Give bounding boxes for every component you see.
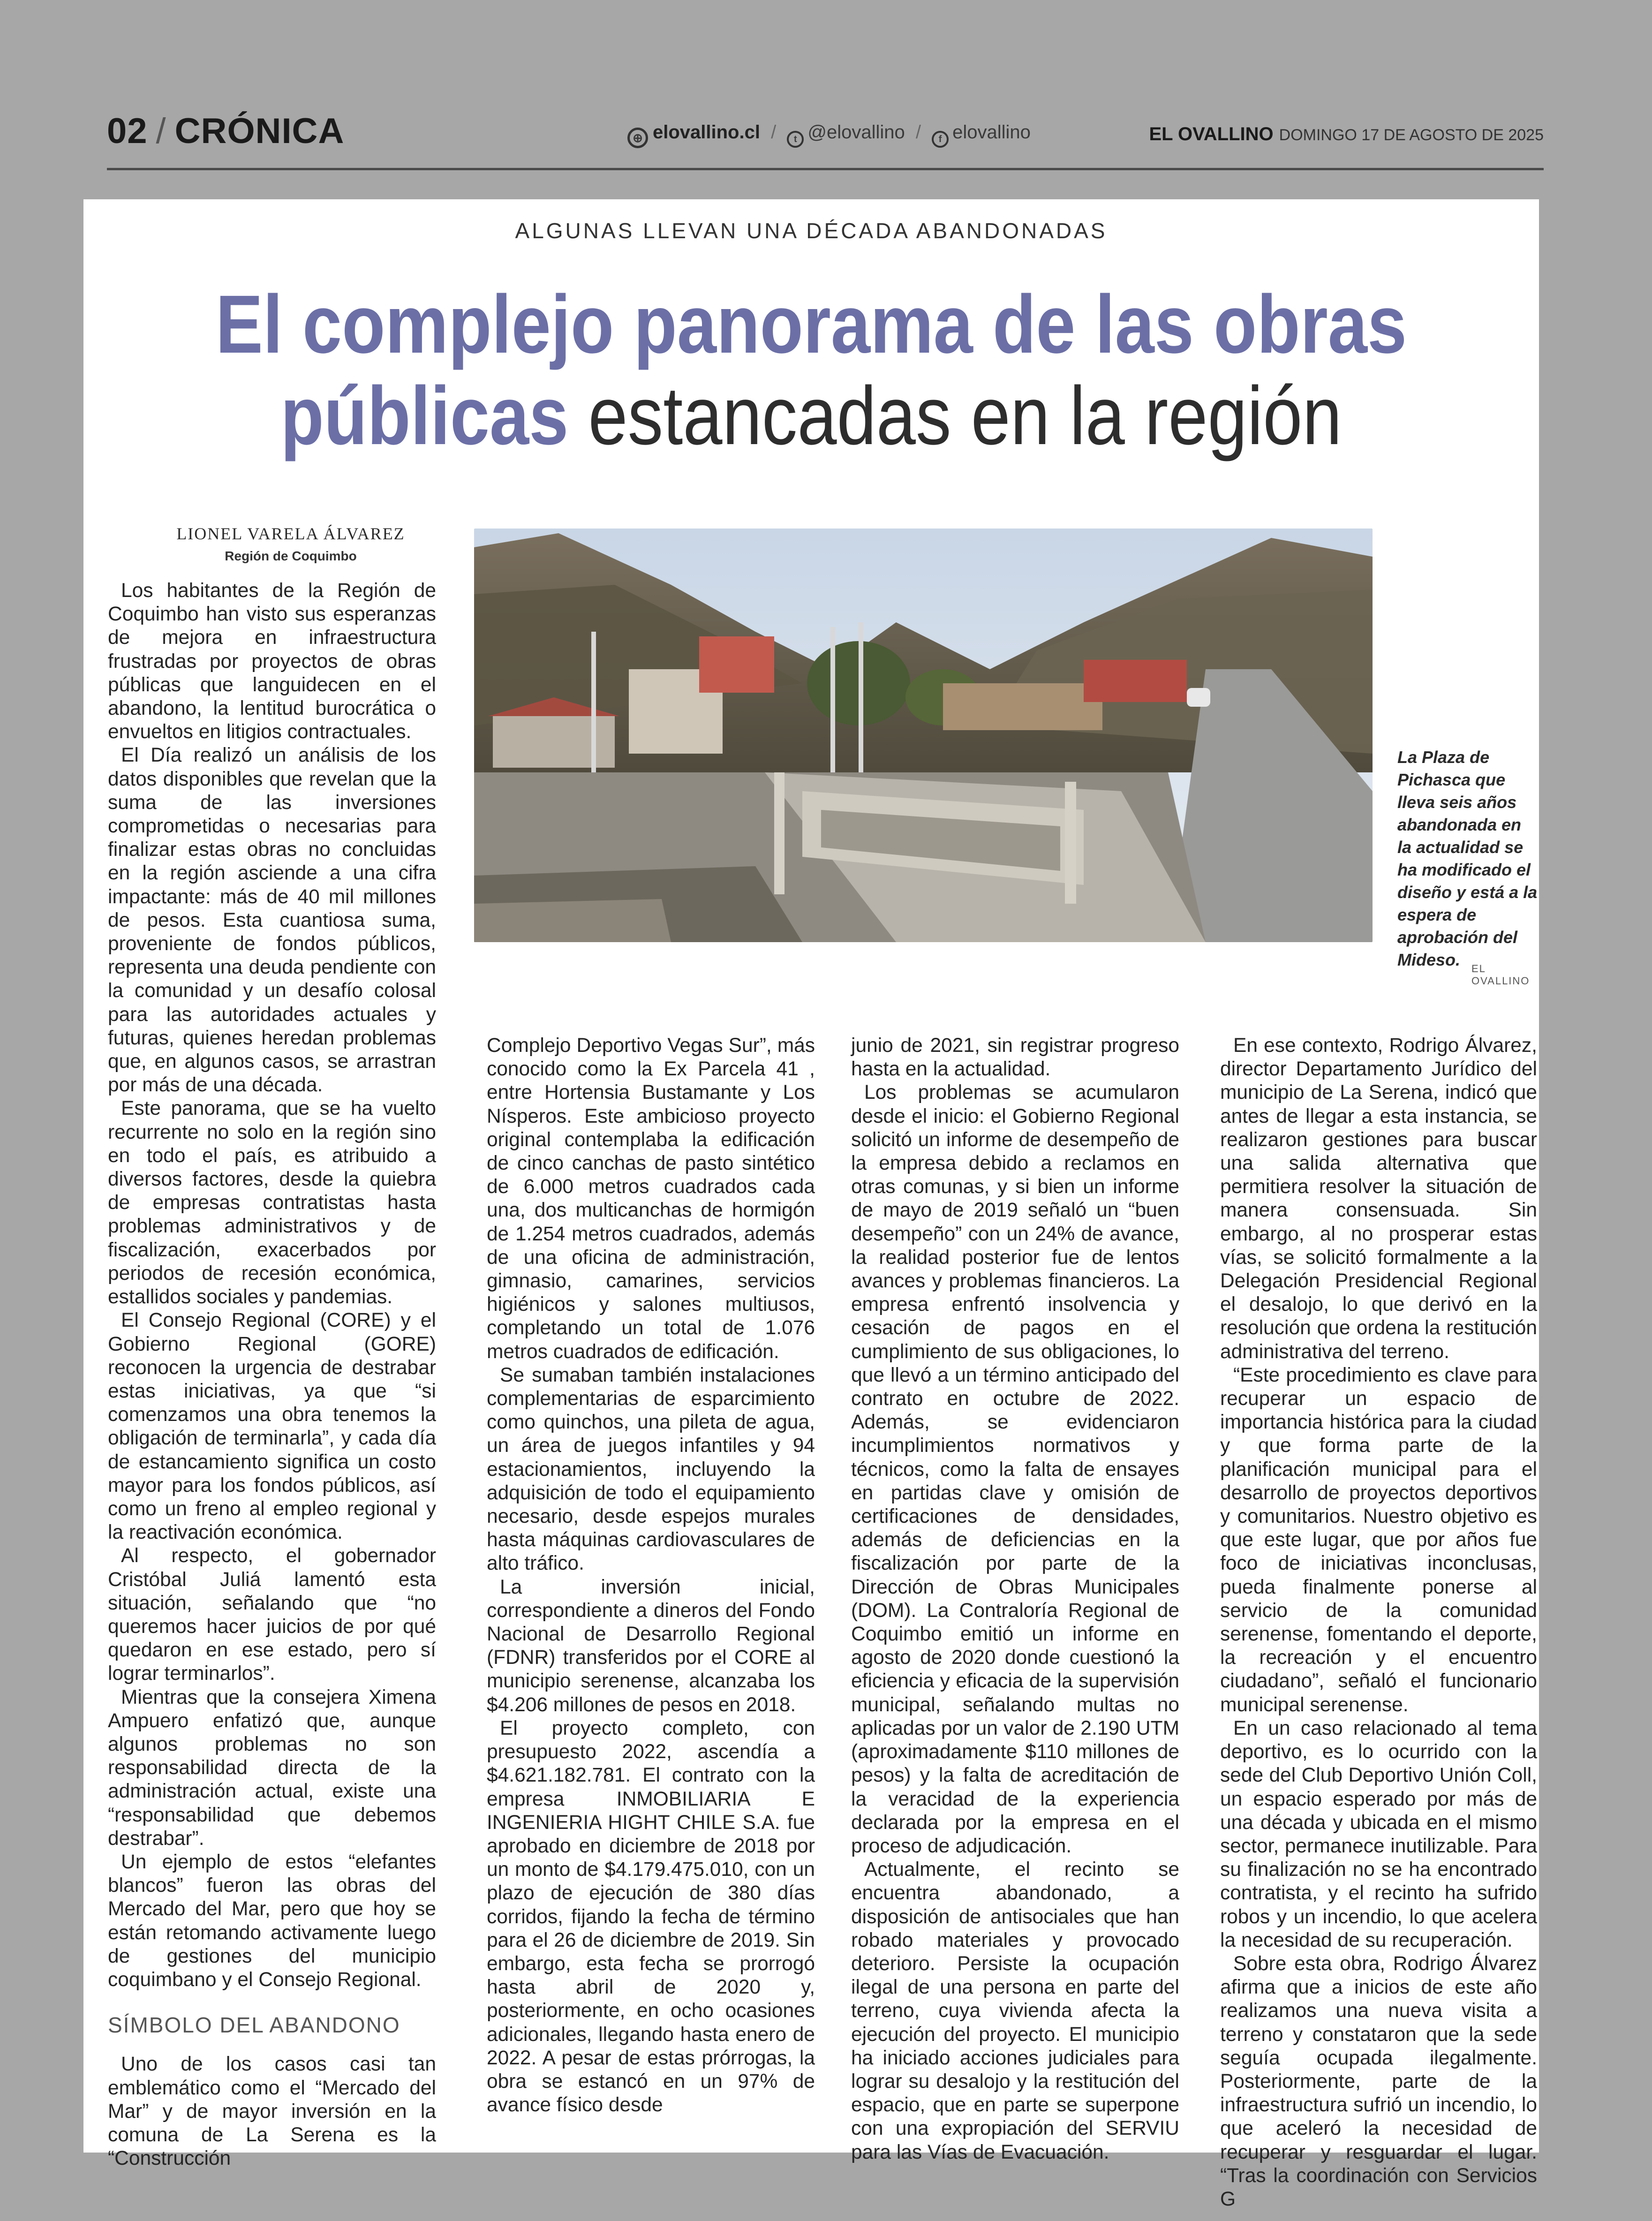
facebook-icon: f: [932, 131, 949, 148]
section-divider: /: [156, 111, 166, 151]
paragraph: El proyecto completo, con presupuesto 2022, ascendía a $4.621.182.781. El contrato con la empresa INMOBILIARIA E INGENIERIA HIGHT CHILE S.A. fue aprobado en diciembre de 2018 por un monto de $4.179.475.010, con un plazo de ejecución de 380 días corridos, fijando la fecha de término para el 26 de diciembre de 2019. Sin embargo, esta fecha se prorrogó hasta abril de 2020 y, posteriormente, en ocho ocasiones adicionales, llegando hasta enero de 2022. A pesar de estas prórrogas, la obra se estancó en un 97% de avance físico desde: [487, 1717, 815, 2116]
photo-credit: EL OVALLINO: [1471, 963, 1530, 987]
headline-bold-word: públicas: [280, 370, 569, 462]
twitter-handle[interactable]: @elovallino: [807, 122, 905, 143]
article-headline: [185, 279, 1437, 462]
paragraph: junio de 2021, sin registrar progreso hasta en la actualidad.: [851, 1035, 1179, 1080]
divider: /: [771, 122, 777, 143]
article-column-3: [851, 1034, 1179, 2164]
headline-line-1: El complejo panorama de las obras: [215, 279, 1407, 370]
section-label: [107, 111, 344, 151]
article-photo: [474, 529, 1373, 942]
paragraph: En ese contexto, Rodrigo Álvarez, director Departamento Jurídico del municipio de La Serena, indicó que antes de llegar a esta instancia, se realizaron gestiones para buscar una salida alternativa que permitiera resolver la situación de manera consensuada. Sin embargo, al no prosperar estas vías, se solicitó formalmente a la Delegación Presidencial Regional el desalojo, lo que derivó en la resolución que ordena la restitución administrativa del terreno.: [1220, 1035, 1537, 1363]
globe-icon: ⊕: [627, 128, 648, 148]
paragraph: Se sumaban también instalaciones complementarias de esparcimiento como quinchos, una pileta de agua, un área de juegos infantiles y 94 estacionamientos, incluyendo la adquisición de todo el equipamiento necesario, desde espejos murales hasta máquinas cardiovasculares de alto tráfico.: [487, 1364, 815, 1575]
paragraph: Uno de los casos casi tan emblemático como el “Mercado del Mar” y de mayor inversión en la comuna de La Serena es la “Construcción: [108, 2053, 436, 2170]
paragraph: Mientras que la consejera Ximena Ampuero enfatizó que, aunque algunos problemas no son responsabilidad directa de la administración actual, existe una “responsabilidad que debemos destrabar”.: [108, 1686, 436, 1850]
section-subheading: SÍMBOLO DEL ABANDONO: [108, 2013, 400, 2038]
issue-date: DOMINGO 17 DE AGOSTO DE 2025: [1279, 126, 1544, 144]
paragraph: Los habitantes de la Región de Coquimbo han visto sus esperanzas de mejora en infraestructura frustradas por proyectos de obras públicas que languidecen en el abandono, la lentitud burocrática o envueltos en litigios contractuales.: [108, 580, 436, 743]
masthead-date: [1149, 124, 1544, 145]
author-byline: LIONEL VARELA ÁLVAREZ: [176, 524, 405, 543]
paragraph: Un ejemplo de estos “elefantes blancos” fueron las obras del Mercado del Mar, pero que hoy se están retomando activamente luego de gestiones del municipio coquimbano y el Consejo Regional.: [108, 1851, 436, 1991]
paragraph: En un caso relacionado al tema deportivo, es lo ocurrido con la sede del Club Deportivo Unión Coll, un espacio esperado por más de una década y ubicada en el mismo sector, permanece inutilizable. Para su finalización no se ha encontrado contratista, y el recinto ha sufrido robos y un incendio, lo que acelera la necesidad de su recuperación.: [1220, 1717, 1537, 1951]
photo-caption: La Plaza de Pichasca que lleva seis años abandonada en la actualidad se ha modificado el diseño y está a la espera de aprobación del Mideso.: [1397, 748, 1538, 969]
page-header: [107, 107, 1544, 170]
twitter-icon: t: [787, 131, 804, 148]
facebook-handle[interactable]: elovallino: [952, 122, 1031, 143]
divider: /: [915, 122, 921, 143]
article-column-2: [487, 1034, 815, 2117]
paragraph: El Consejo Regional (CORE) y el Gobierno Regional (GORE) reconocen la urgencia de destrabar estas iniciativas, ya que “si comenzamos una obra tenemos la obligación de terminarla”, y cada día de estancamiento significa un costo mayor para los fondos públicos, así como un freno al empleo regional y la reactivación económica.: [108, 1309, 436, 1544]
article-column-4: [1220, 1034, 1537, 2211]
page-number: 02: [107, 111, 148, 151]
paragraph: “Este procedimiento es clave para recuperar un espacio de importancia histórica para la ciudad y que forma parte de la planificación municipal para el desarrollo de proyectos deportivos y comunitarios. Nuestro objetivo es que este lugar, que por años fue foco de iniciativas inconclusas, pueda finalmente ponerse al servicio de la comunidad serenense, fomentando el deporte, la recreación y el encuentro ciudadano”, señaló el funcionario municipal serenense.: [1220, 1364, 1537, 1716]
paragraph: Los problemas se acumularon desde el inicio: el Gobierno Regional solicitó un informe de desempeño de la empresa debido a reclamos en otras comunas, y si bien un informe de mayo de 2019 señaló un “buen desempeño” con un 24% de avance, la realidad posterior fue de lentos avances y problemas financieros. La empresa enfrentó insolvencia y cesación de pagos en el cumplimiento de sus obligaciones, lo que llevó a un término anticipado del contrato en octubre de 2022. Además, se evidenciaron incumplimientos normativos y técnicos, como la falta de ensayes en partidas clave y omisión de certificaciones de densidades, además de deficiencias en la fiscalización por parte de la Dirección de Obras Municipales (DOM). La Contraloría Regional de Coquimbo emitió un informe en agosto de 2020 donde cuestionó la eficiencia y eficacia de la supervisión municipal, señalando multas no aplicadas por un valor de 2.190 UTM (aproximadamente $110 millones de pesos) y la falta de acreditación de la veracidad de la experiencia declarada por la empresa en el proceso de adjudicación.: [851, 1081, 1179, 1857]
paragraph: Actualmente, el recinto se encuentra abandonado, a disposición de antisociales que han robado materiales y provocado deterioro. Persiste la ocupación ilegal de una persona en parte del terreno, cuya vivienda afecta la ejecución del proyecto. El municipio ha iniciado acciones judiciales para lograr su desalojo y la restitución del espacio, que en parte se superpone con una expropiación del SERVIU para las Vías de Evacuación.: [851, 1858, 1179, 2163]
social-links: [627, 122, 1031, 148]
newspaper-brand: EL OVALLINO: [1149, 124, 1274, 144]
paragraph: Al respecto, el gobernador Cristóbal Juliá lamentó esta situación, señalando que “no queremos hacer juicios de por qué quedaron en ese estado, pero sí lograr terminarlos”.: [108, 1545, 436, 1685]
paragraph: Complejo Deportivo Vegas Sur”, más conocido como la Ex Parcela 41 , entre Hortensia Bustamante y Los Nísperos. Este ambicioso proyecto original contemplaba la edificación de cinco canchas de pasto sintético de 6.000 metros cuadrados cada una, dos multicanchas de hormigón de 1.254 metros cuadrados, además de una oficina de administración, gimnasio, camarines, servicios higiénicos y salones multiusos, completando un total de 1.076 metros cuadrados de edificación.: [487, 1035, 815, 1363]
section-name: CRÓNICA: [174, 111, 345, 151]
author-region: Región de Coquimbo: [225, 549, 357, 563]
paragraph: Este panorama, que se ha vuelto recurrente no solo en la región sino en todo el país, es atribuido a diversos factores, desde la quiebra de empresas contratistas hasta problemas administrativos y de fiscalización, exacerbados por periodos de recesión económica, estallidos sociales y pandemias.: [108, 1097, 436, 1308]
paragraph: La inversión inicial, correspondiente a dineros del Fondo Nacional de Desarrollo Regional (FDNR) transferidos por el CORE al municipio serenense, alcanzaba los $4.206 millones de pesos en 2018.: [487, 1576, 815, 1716]
article-column-1: [108, 579, 436, 2170]
plaza-photo-illustration: [474, 529, 1373, 942]
article-card: [83, 199, 1539, 2210]
article-kicker: ALGUNAS LLEVAN UNA DÉCADA ABANDONADAS: [515, 219, 1108, 243]
paragraph: El Día realizó un análisis de los datos disponibles que revelan que la suma de las inversiones comprometidas o necesarias para finalizar estas obras no concluidas en la región asciende a una cifra impactante: más de 40 mil millones de pesos. Esta cuantiosa suma, proveniente de fondos públicos, representa una deuda pendiente con la comunidad y un desafío colosal para las autoridades actuales y futuras, quienes heredan problemas que, en algunos casos, se arrastran por más de una década.: [108, 744, 436, 1096]
headline-light-text: estancadas en la región: [588, 370, 1342, 462]
website-link[interactable]: elovallino.cl: [653, 122, 760, 143]
paragraph: Sobre esta obra, Rodrigo Álvarez afirma que a inicios de este año realizamos una nueva visita a terreno y constataron que la sede seguía ocupada ilegalmente. Posteriormente, parte de la infraestructura sufrió un incendio, lo que aceleró la necesidad de recuperar y resguardar el lugar. “Tras la coordinación con Servicios G: [1220, 1952, 1537, 2210]
